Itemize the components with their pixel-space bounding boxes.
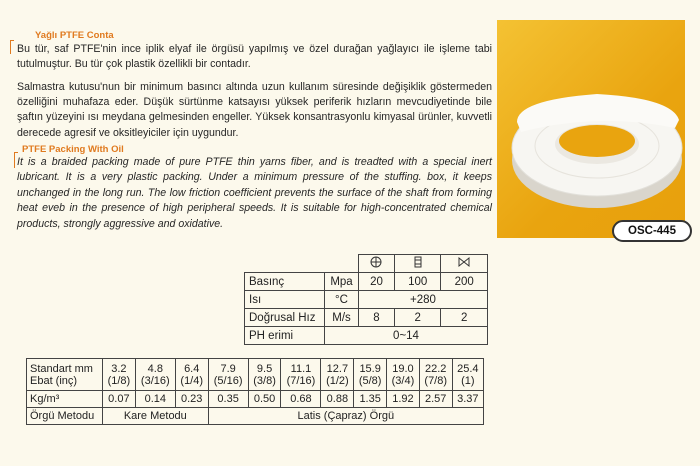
spec-label: PH erimi	[245, 327, 325, 345]
size-cell: 6.4 (1/4)	[175, 359, 208, 391]
rotary-icon	[359, 255, 395, 273]
product-code-badge: OSC-445	[612, 220, 692, 242]
spec-row-ph	[245, 327, 488, 345]
size-cell: 3.2 (1/8)	[103, 359, 136, 391]
spec-label: Isı	[245, 291, 325, 309]
spec-label: Basınç	[245, 273, 325, 291]
size-cell: 9.5 (3/8)	[248, 359, 281, 391]
size-cell: 15.9 (5/8)	[354, 359, 387, 391]
spec-value: 0~14	[325, 327, 488, 345]
spec-unit: °C	[325, 291, 359, 309]
size-cell: 12.7 (1/2)	[321, 359, 354, 391]
turkish-paragraph-2: Salmastra kutusu'nun bir minimum basıncı altında uzun kullanım süresinde değişiklik göstermeden özelliğini muhafaza eder. Düşük sürtünme katsayısı yüksek periferik hızların mevcudiyetinde bile şaftın yüzeyini ısı meydana gelmesinden engeller. Yüksek konsantrasyonlu kimyasal ürünler, kuvvetli derecede agresif ve oksitleyiciler için uygundur.	[17, 81, 492, 139]
spec-value: 2	[394, 309, 441, 327]
weight-label: Kg/m³	[27, 391, 103, 408]
square-method-value: Kare Metodu	[103, 408, 209, 425]
weight-value: 1.35	[354, 391, 387, 408]
weight-value: 1.92	[387, 391, 420, 408]
size-row-method	[27, 408, 484, 425]
spec-table	[244, 254, 488, 345]
spec-row-pressure	[245, 273, 488, 291]
weight-value: 2.57	[419, 391, 452, 408]
size-row-weight	[27, 391, 484, 408]
weight-value: 0.07	[103, 391, 136, 408]
turkish-paragraph-1: Bu tür, saf PTFE'nin ince iplik elyaf ile örgüsü yapılmış ve özel durağan yağlayıcı ile işleme tabi tutulmuştur. Bu tür çok plastik özellikli bir contadır.	[17, 43, 492, 71]
size-table	[26, 358, 484, 425]
spec-value: 100	[394, 273, 441, 291]
product-photo	[497, 20, 685, 238]
weight-value: 0.88	[321, 391, 354, 408]
reciprocating-icon	[394, 255, 441, 273]
spec-row-linear-speed	[245, 309, 488, 327]
spec-value: 2	[441, 309, 488, 327]
spec-value: 8	[359, 309, 395, 327]
size-cell: 25.4 (1)	[452, 359, 483, 391]
spec-value: 20	[359, 273, 395, 291]
standard-mm-label: Standart mm	[30, 362, 93, 375]
weight-value: 0.35	[208, 391, 248, 408]
valve-icon	[441, 255, 488, 273]
size-cell: 7.9 (5/16)	[208, 359, 248, 391]
english-paragraph: It is a braided packing made of pure PTFE thin yarns fiber, and is treadted with a special inert lubricant. It is a very plastic packing. Under a minimum pressure of the stuffing. box, it keeps unchanged in the long run. The low friction coefficient prevents the surface of the shaft from forming heat eveb in the presence of high peripheral speeds. It is suitable for high-concentrated chemical products, strongly aggressive and oxidative.	[17, 156, 492, 230]
inch-size-label: Ebat (inç)	[30, 374, 78, 387]
english-heading: PTFE Packing With Oil	[22, 144, 124, 155]
weight-value: 0.23	[175, 391, 208, 408]
weight-value: 0.68	[281, 391, 321, 408]
spec-unit: M/s	[325, 309, 359, 327]
weight-value: 3.37	[452, 391, 483, 408]
spec-icon-row	[245, 255, 488, 273]
size-row-mm-inch	[27, 359, 484, 391]
turkish-heading: Yağlı PTFE Conta	[35, 30, 114, 41]
method-label: Örgü Metodu	[27, 408, 103, 425]
size-cell: 4.8 (3/16)	[135, 359, 175, 391]
weight-value: 0.50	[248, 391, 281, 408]
spec-label: Doğrusal Hız	[245, 309, 325, 327]
size-cell: 19.0 (3/4)	[387, 359, 420, 391]
spec-unit: Mpa	[325, 273, 359, 291]
size-labels	[27, 359, 103, 391]
size-cell: 11.1 (7/16)	[281, 359, 321, 391]
spec-value: 200	[441, 273, 488, 291]
lattice-method-value: Latis (Çapraz) Örgü	[208, 408, 483, 425]
spec-row-temperature	[245, 291, 488, 309]
ptfe-packing-roll-image	[497, 20, 685, 238]
spec-value: +280	[359, 291, 488, 309]
weight-value: 0.14	[135, 391, 175, 408]
size-cell: 22.2 (7/8)	[419, 359, 452, 391]
